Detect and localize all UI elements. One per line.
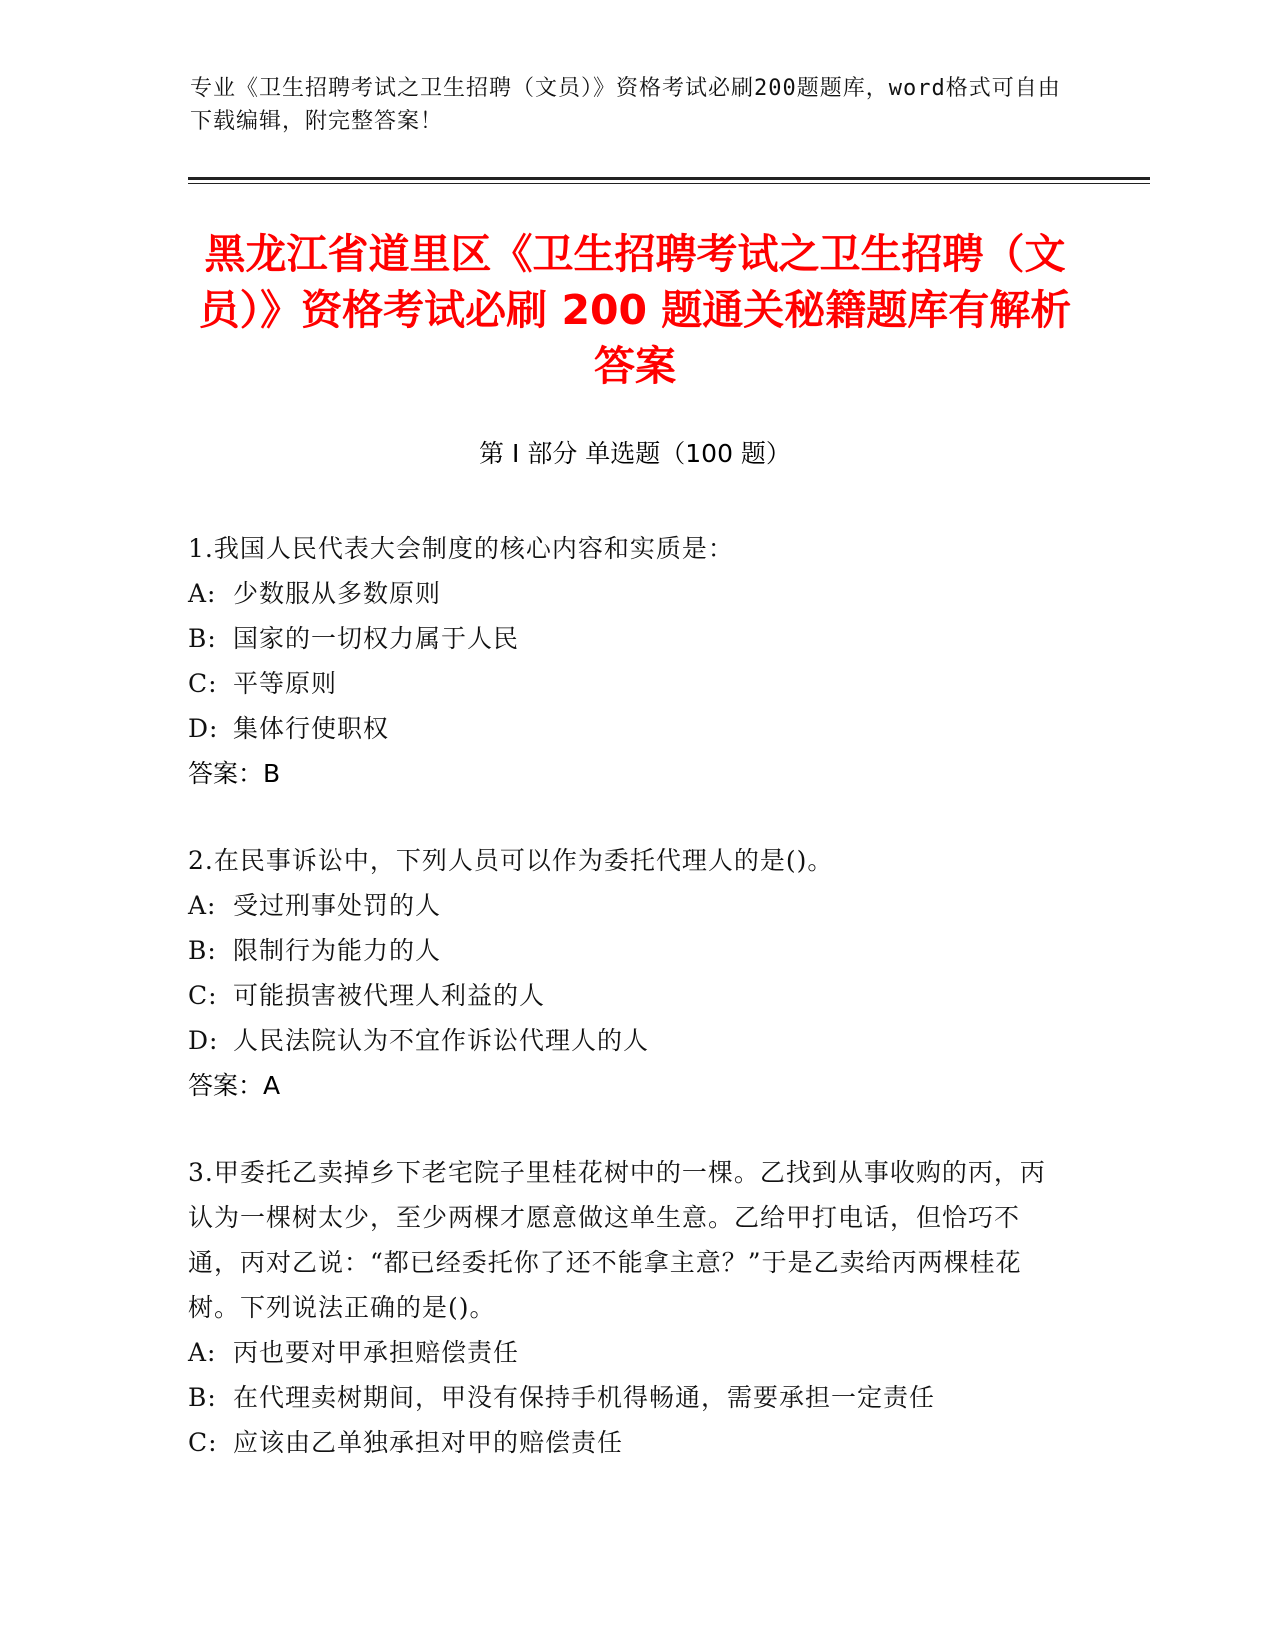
answer-line: 答案：A <box>188 1071 281 1100</box>
option-letter: B: <box>188 624 217 653</box>
option-text: 少数服从多数原则 <box>233 579 442 608</box>
option-c <box>188 1420 1068 1465</box>
option-text: 集体行使职权 <box>233 714 390 743</box>
section-heading: 第 I 部分 单选题（100 题） <box>479 439 791 468</box>
question-stem: 1.我国人民代表大会制度的核心内容和实质是： <box>188 534 734 563</box>
option-letter: A: <box>188 891 217 920</box>
option-letter: B: <box>188 1383 217 1412</box>
option-text: 国家的一切权力属于人民 <box>233 624 520 653</box>
option-letter: A: <box>188 579 217 608</box>
option-text: 平等原则 <box>233 669 338 698</box>
question-3 <box>188 1150 1068 1465</box>
option-d <box>188 1018 1068 1063</box>
option-text: 丙也要对甲承担赔偿责任 <box>233 1338 520 1367</box>
option-letter: B: <box>188 936 217 965</box>
header-note: 专业《卫生招聘考试之卫生招聘（文员）》资格考试必刷200题题库，word格式可自由下载编辑，附完整答案！ <box>190 76 1061 134</box>
question-1 <box>188 526 1068 796</box>
header-divider-thick <box>188 177 1150 180</box>
header-divider-thin <box>188 183 1150 184</box>
option-b <box>188 616 1068 661</box>
question-list <box>188 526 1068 1507</box>
option-letter: D: <box>188 1026 219 1055</box>
option-text: 限制行为能力的人 <box>233 936 442 965</box>
option-text: 受过刑事处罚的人 <box>233 891 442 920</box>
option-b <box>188 1375 1068 1420</box>
answer-line: 答案：B <box>188 759 281 788</box>
option-c <box>188 661 1068 706</box>
question-2 <box>188 838 1068 1108</box>
question-stem: 3.甲委托乙卖掉乡下老宅院子里桂花树中的一棵。乙找到从事收购的丙，丙认为一棵树太少，至少两棵才愿意做这单生意。乙给甲打电话，但恰巧不通，丙对乙说：“都已经委托你了还不能拿主意？”于是乙卖给丙两棵桂花树。下列说法正确的是()。 <box>188 1158 1046 1322</box>
option-text: 可能损害被代理人利益的人 <box>233 981 546 1010</box>
question-stem: 2.在民事诉讼中，下列人员可以作为委托代理人的是()。 <box>188 846 834 875</box>
option-a <box>188 883 1068 928</box>
option-letter: A: <box>188 1338 217 1367</box>
option-d <box>188 706 1068 751</box>
option-text: 应该由乙单独承担对甲的赔偿责任 <box>233 1428 624 1457</box>
option-letter: C: <box>188 1428 218 1457</box>
option-a <box>188 1330 1068 1375</box>
option-c <box>188 973 1068 1018</box>
option-a <box>188 571 1068 616</box>
option-letter: C: <box>188 669 218 698</box>
option-text: 人民法院认为不宜作诉讼代理人的人 <box>233 1026 650 1055</box>
option-b <box>188 928 1068 973</box>
option-text: 在代理卖树期间，甲没有保持手机得畅通，需要承担一定责任 <box>233 1383 936 1412</box>
option-letter: C: <box>188 981 218 1010</box>
document-title: 黑龙江省道里区《卫生招聘考试之卫生招聘（文员）》资格考试必刷 200 题通关秘籍题库有解析答案 <box>198 230 1072 390</box>
option-letter: D: <box>188 714 219 743</box>
